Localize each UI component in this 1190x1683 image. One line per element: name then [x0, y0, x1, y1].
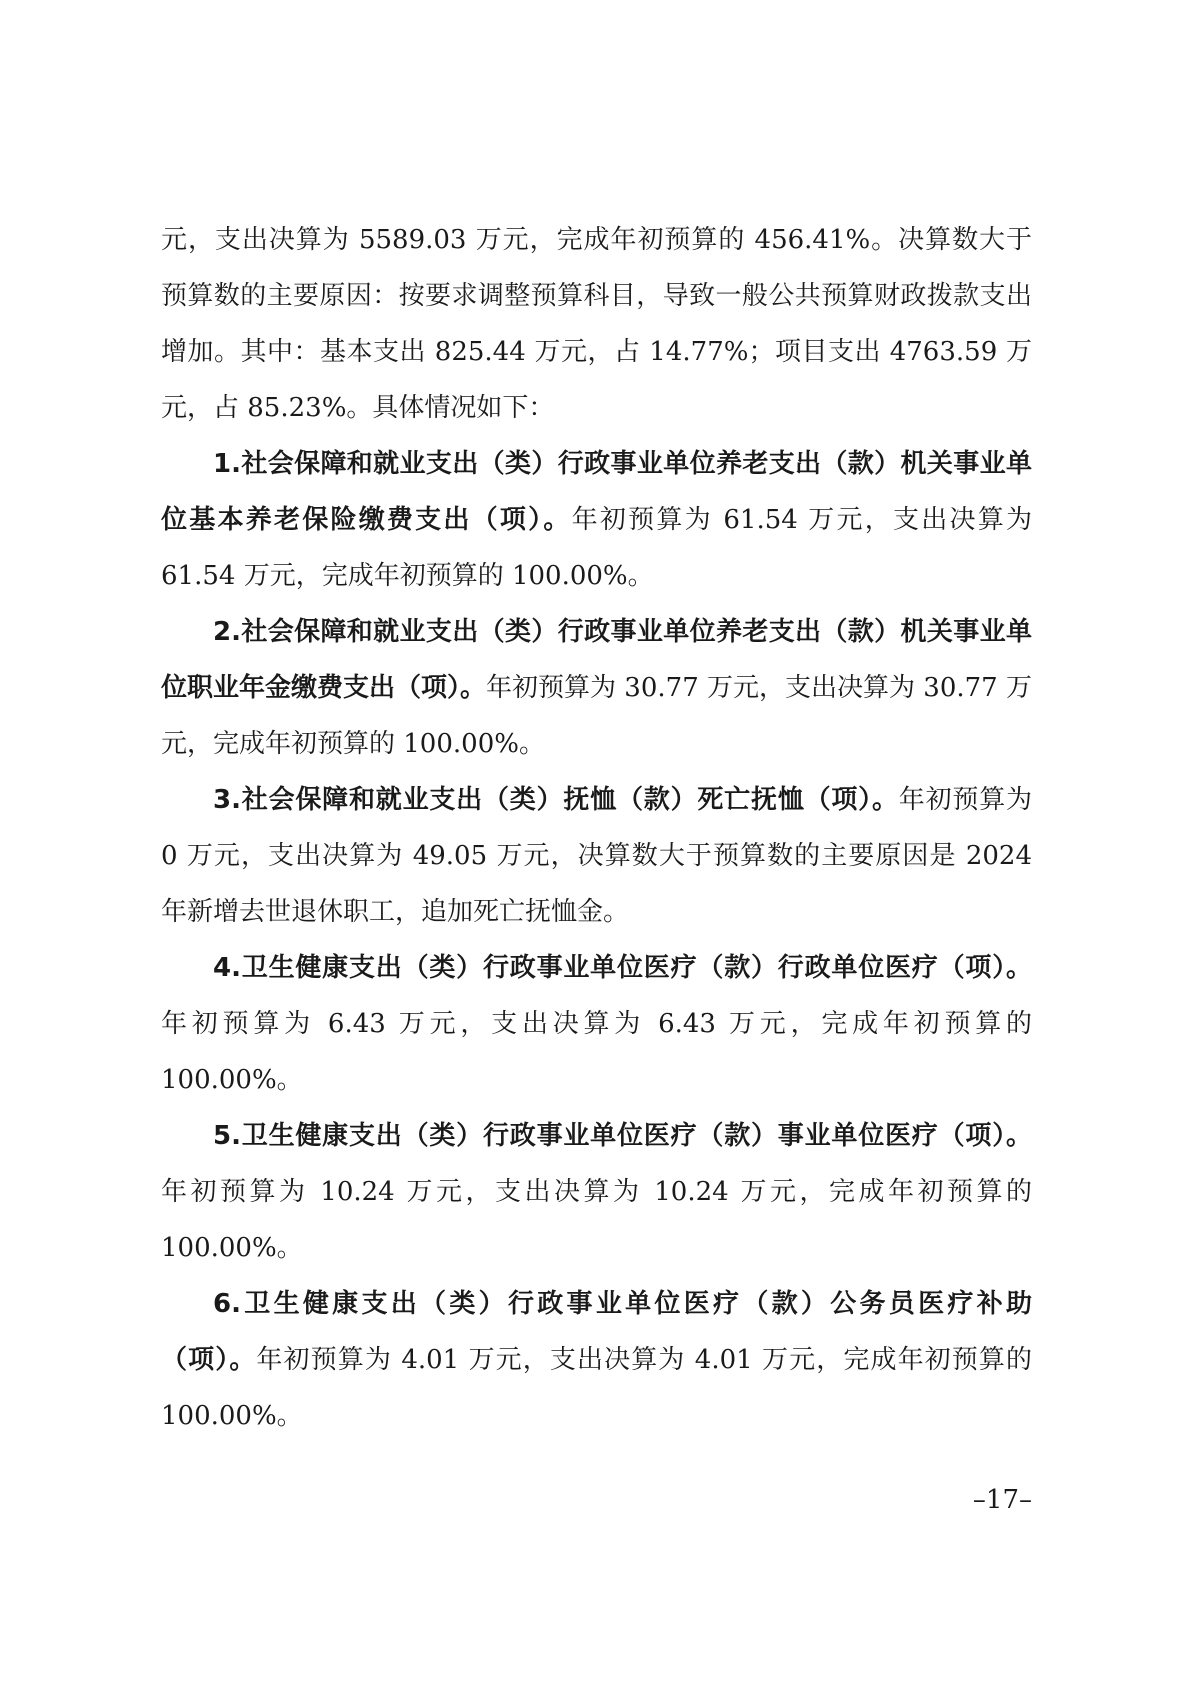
- document-body: [161, 212, 1032, 1444]
- item-heading-6: 6.卫生健康支出（类）行政事业单位医疗（款）公务员医疗补助（项）。: [161, 1289, 1032, 1375]
- item-paragraph-3: [161, 772, 1032, 940]
- page-number: –17–: [972, 1485, 1032, 1515]
- item-paragraph-1: [161, 436, 1032, 604]
- item-paragraph-4: [161, 940, 1032, 1108]
- item-body-5: 年初预算为 10.24 万元，支出决算为 10.24 万元，完成年初预算的 100.00%。: [161, 1177, 1032, 1263]
- item-paragraph-2: [161, 604, 1032, 772]
- item-body-3: 年初预算为 0 万元，支出决算为 49.05 万元，决算数大于预算数的主要原因是 2024 年新增去世退休职工，追加死亡抚恤金。: [161, 785, 1032, 927]
- item-heading-4: 4.卫生健康支出（类）行政事业单位医疗（款）行政单位医疗（项）。: [213, 953, 1032, 983]
- item-heading-2: 2.社会保障和就业支出（类）行政事业单位养老支出（款）机关事业单位职业年金缴费支出（项）。: [161, 617, 1032, 703]
- item-body-6: 年初预算为 4.01 万元，支出决算为 4.01 万元，完成年初预算的 100.00%。: [161, 1345, 1032, 1431]
- item-paragraph-6: [161, 1276, 1032, 1444]
- item-body-2: 年初预算为 30.77 万元，支出决算为 30.77 万元，完成年初预算的 100.00%。: [161, 673, 1032, 759]
- intro-paragraph: 元，支出决算为 5589.03 万元，完成年初预算的 456.41%。决算数大于预算数的主要原因：按要求调整预算科目，导致一般公共预算财政拨款支出增加。其中：基本支出 825.44 万元，占 14.77%；项目支出 4763.59 万元，占 85.23%。具体情况如下：: [161, 225, 1032, 423]
- item-heading-5: 5.卫生健康支出（类）行政事业单位医疗（款）事业单位医疗（项）。: [213, 1121, 1032, 1151]
- item-body-1: 年初预算为 61.54 万元，支出决算为 61.54 万元，完成年初预算的 100.00%。: [161, 505, 1032, 591]
- item-heading-1: 1.社会保障和就业支出（类）行政事业单位养老支出（款）机关事业单位基本养老保险缴费支出（项）。: [161, 449, 1032, 535]
- item-heading-3: 3.社会保障和就业支出（类）抚恤（款）死亡抚恤（项）。: [213, 785, 899, 815]
- item-body-4: 年初预算为 6.43 万元，支出决算为 6.43 万元，完成年初预算的 100.00%。: [161, 1009, 1032, 1095]
- item-paragraph-5: [161, 1108, 1032, 1276]
